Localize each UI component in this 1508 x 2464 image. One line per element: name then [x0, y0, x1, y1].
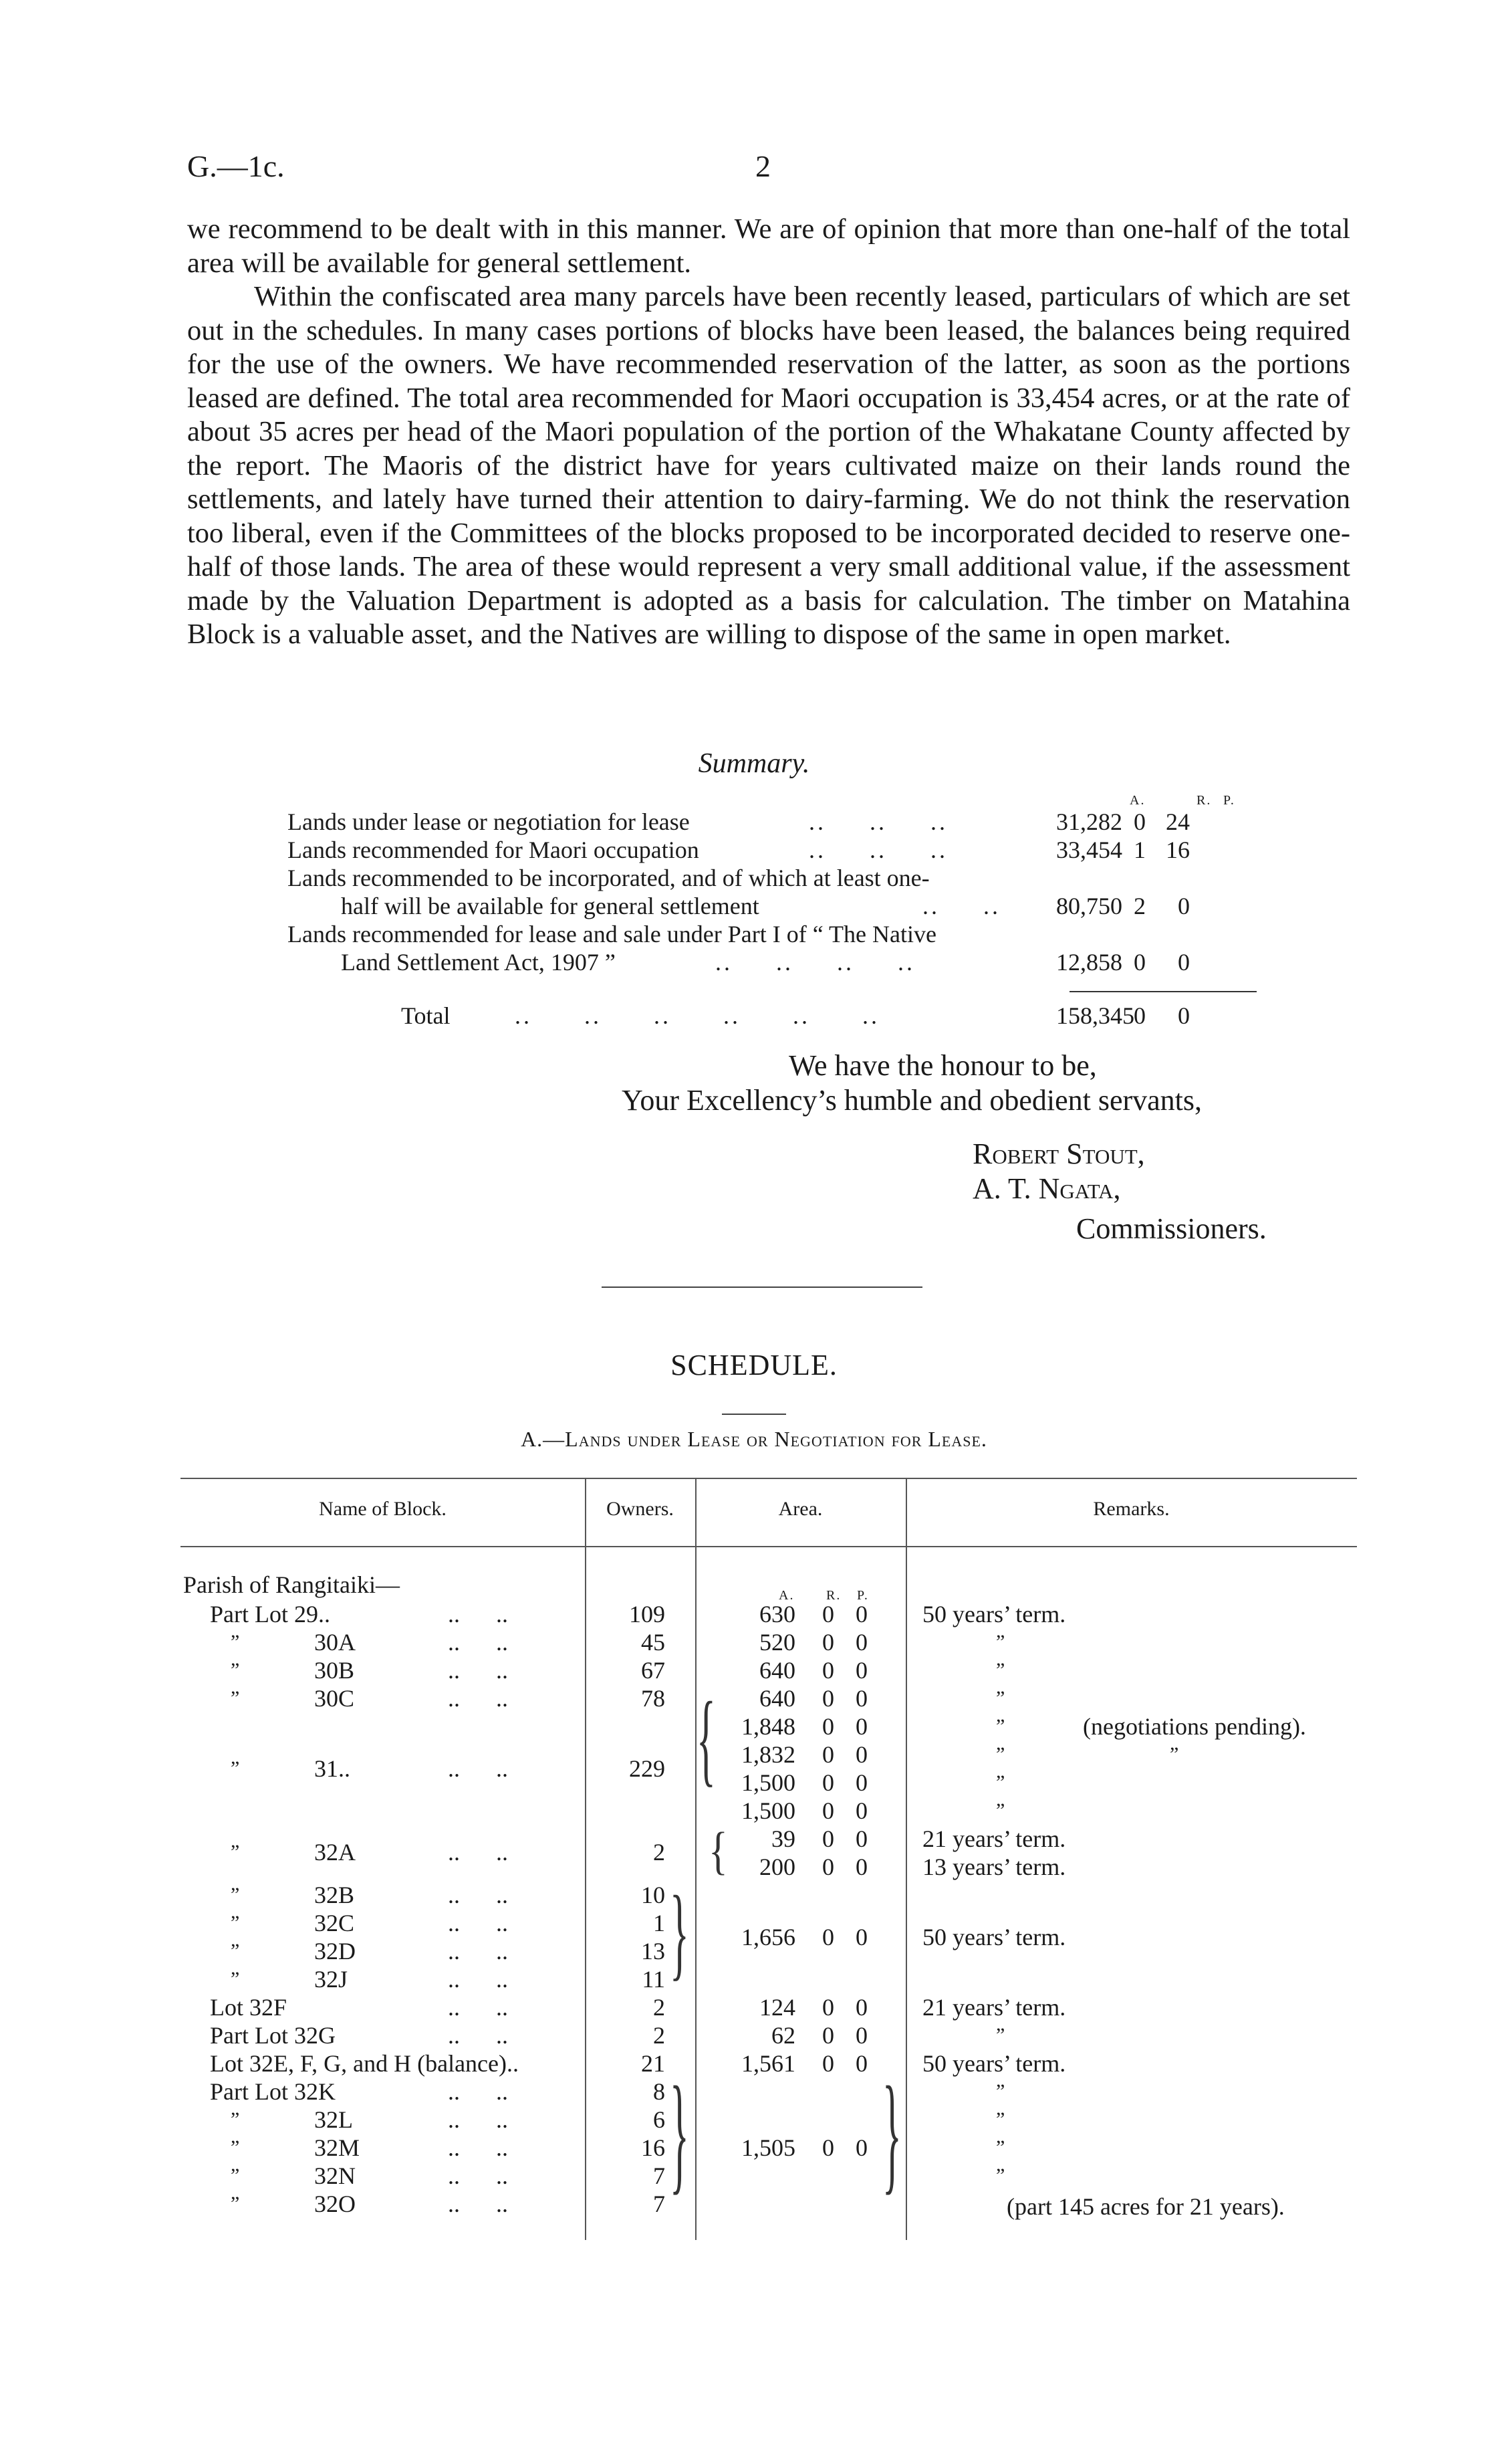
owners: 7 — [653, 2162, 665, 2189]
area-perches: 0 — [856, 1769, 868, 1796]
unit-acres: A. — [1130, 793, 1146, 808]
summary-heading: Summary. — [698, 748, 810, 779]
summary-label: Lands recommended to be incorporated, and of which at least one- — [287, 865, 930, 891]
remarks-note: (negotiations pending). — [1083, 1713, 1306, 1740]
remarks: 50 years’ term. — [922, 1924, 1066, 1950]
summary-roods: 2 — [1134, 893, 1146, 919]
area-acres: 39 — [771, 1825, 795, 1852]
owners: 13 — [641, 1938, 665, 1965]
owners: 6 — [653, 2106, 665, 2133]
ditto-mark: ” — [231, 2108, 240, 2130]
summary-row: Lands recommended to be incorporated, and of which at least one- half will be available for general settlement .. .. 80,750 2 0 — [287, 865, 1190, 919]
owners: 8 — [653, 2078, 665, 2105]
ditto-mark: ” — [231, 2136, 240, 2158]
section-divider — [602, 1286, 922, 1288]
summary-total-perches: 0 — [1178, 1002, 1190, 1029]
area-roods: 0 — [822, 1629, 834, 1656]
signatory: A. T. Ngata, — [973, 1172, 1121, 1205]
remarks: ” — [996, 1715, 1005, 1737]
owners: 16 — [641, 2134, 665, 2161]
block-name: 32B — [314, 1882, 355, 1908]
summary-roods: 0 — [1134, 808, 1146, 835]
remarks-note: (part 145 acres for 21 years). — [1007, 2193, 1285, 2220]
owners: 7 — [653, 2191, 665, 2217]
area-roods: 0 — [822, 2134, 834, 2161]
area-roods: 0 — [822, 1825, 834, 1852]
area-acres: 200 — [759, 1854, 795, 1880]
remarks: ” — [996, 1799, 1005, 1821]
owners: 21 — [641, 2050, 665, 2077]
summary-total-label: Total — [401, 1002, 451, 1029]
summary-label-continued: Land Settlement Act, 1907 ” — [341, 949, 616, 976]
area-acres: 640 — [759, 1657, 795, 1684]
column-header-remarks: Remarks. — [1093, 1498, 1170, 1520]
remarks: 21 years’ term. — [922, 1994, 1066, 2021]
area-roods: 0 — [822, 1994, 834, 2021]
owners: 45 — [641, 1629, 665, 1656]
area-acres: 1,500 — [741, 1797, 795, 1824]
area-acres: 520 — [759, 1629, 795, 1656]
summary-perches: 0 — [1178, 949, 1190, 976]
summary-row: Lands recommended for lease and sale under Part I of “ The Native Land Settlement Act, 1907 ” .. .. .. .. 12,858 0 0 — [287, 921, 1190, 976]
remarks: 13 years’ term. — [922, 1854, 1066, 1880]
summary-label-continued: half will be available for general settlement — [341, 893, 759, 919]
owners: 2 — [653, 1994, 665, 2021]
owners: 229 — [629, 1755, 665, 1782]
ditto-mark: ” — [231, 1757, 240, 1779]
summary-label: Lands recommended for Maori occupation — [287, 836, 699, 863]
block-name: 32J — [314, 1966, 348, 1993]
block-name: Part Lot 32G — [210, 2022, 336, 2049]
owners: 1 — [653, 1910, 665, 1936]
block-name: 32N — [314, 2162, 356, 2189]
remarks: 50 years’ term. — [922, 1601, 1066, 1628]
area-perches: 0 — [856, 1854, 868, 1880]
block-name: 32M — [314, 2134, 360, 2161]
unit-perches: P. — [1223, 793, 1235, 808]
summary-acres: 12,858 — [1056, 949, 1122, 976]
parish-label: Parish of Rangitaiki— — [183, 1571, 400, 1598]
document-reference: G.—1c. — [187, 149, 285, 183]
body-text — [187, 213, 1350, 652]
ditto-mark: ” — [231, 1631, 240, 1653]
area-perches: 0 — [856, 1741, 868, 1768]
area-perches: 0 — [856, 1685, 868, 1712]
remarks: ” — [996, 2136, 1005, 2158]
area-roods: 0 — [822, 1713, 834, 1740]
unit-acres: A. — [779, 1588, 795, 1603]
block-name: Lot 32F — [210, 1994, 287, 2021]
table-header-rule — [180, 1546, 1357, 1547]
area-acres: 1,561 — [741, 2050, 795, 2077]
table-top-rule — [180, 1478, 1357, 1479]
remarks: ” — [996, 1687, 1005, 1709]
table-caption: A.—Lands under Lease or Negotiation for Lease. — [521, 1427, 987, 1451]
area-acres: 1,500 — [741, 1769, 795, 1796]
summary-perches: 0 — [1178, 893, 1190, 919]
ditto-mark: ” — [231, 1841, 240, 1863]
ditto-mark: ” — [231, 1912, 240, 1934]
unit-perches: P. — [857, 1588, 869, 1603]
area-roods: 0 — [822, 1854, 834, 1880]
owners: 2 — [653, 1839, 665, 1866]
remarks: 21 years’ term. — [922, 1825, 1066, 1852]
schedule-title: SCHEDULE. — [670, 1349, 838, 1381]
ditto-mark: ” — [231, 1884, 240, 1906]
summary-acres: 33,454 — [1056, 836, 1122, 863]
remarks-note: ” — [1170, 1743, 1179, 1765]
summary-label: Lands recommended for lease and sale under Part I of “ The Native — [287, 921, 936, 947]
area-acres: 1,505 — [741, 2134, 795, 2161]
block-name: 30A — [314, 1629, 356, 1656]
summary-roods: 1 — [1134, 836, 1146, 863]
owners: 10 — [641, 1882, 665, 1908]
block-name: 31.. — [314, 1755, 350, 1782]
column-header-owners: Owners. — [606, 1498, 674, 1520]
column-rule — [906, 1478, 907, 2240]
block-name: Lot 32E, F, G, and H (balance).. — [210, 2050, 519, 2077]
area-acres: 630 — [759, 1601, 795, 1628]
area-roods: 0 — [822, 1924, 834, 1950]
column-header-name: Name of Block. — [319, 1498, 447, 1520]
summary-label: Lands under lease or negotiation for lease — [287, 808, 690, 835]
area-roods: 0 — [822, 1741, 834, 1768]
remarks: 50 years’ term. — [922, 2050, 1066, 2077]
summary-total-acres: 158,345 — [1056, 1002, 1134, 1029]
column-header-area: Area. — [778, 1498, 823, 1520]
remarks: ” — [996, 2080, 1005, 2102]
summary-acres: 31,282 — [1056, 808, 1122, 835]
block-name: 32O — [314, 2191, 356, 2217]
owners: 2 — [653, 2022, 665, 2049]
remarks: ” — [996, 1743, 1005, 1765]
ditto-mark: ” — [231, 1659, 240, 1681]
remarks: ” — [996, 1659, 1005, 1681]
area-perches: 0 — [856, 1629, 868, 1656]
area-perches: 0 — [856, 1825, 868, 1852]
area-acres: 1,848 — [741, 1713, 795, 1740]
area-acres: 1,832 — [741, 1741, 795, 1768]
area-acres: 124 — [759, 1994, 795, 2021]
owners: 67 — [641, 1657, 665, 1684]
area-roods: 0 — [822, 2022, 834, 2049]
area-acres: 1,656 — [741, 1924, 795, 1950]
summary-perches: 16 — [1166, 836, 1190, 863]
unit-roods: R. — [826, 1588, 842, 1603]
summary-perches: 24 — [1166, 808, 1190, 835]
block-name: 30B — [314, 1657, 355, 1684]
area-perches: 0 — [856, 1657, 868, 1684]
block-name: Part Lot 32K — [210, 2078, 336, 2105]
area-perches: 0 — [856, 2134, 868, 2161]
ditto-mark: ” — [231, 1968, 240, 1990]
column-rule — [695, 1478, 697, 2240]
area-perches: 0 — [856, 1713, 868, 1740]
schedule-table: Name of Block. Owners. Area. Remarks. Parish of Rangitaiki— A. R. P. Part Lot 29.. .. .. 109 630 0 0 50 years’ term. ” 30A .. .. 45 520 0 0 ” ” 30B .. .. 67 640 0 0 ” ” 30C .. .. 78 640 0 0 ” ” 31.. .. .. 229 { 1,848 0 0 ” (negotiations pending). 1,832 0 0 ” ” 1,500 0 0 ” 1,500 0 0 ” ” 32A .. .. 2 { 39 0 0 21 years’ term. 200 0 0 13 years’ term. ” 32B .. .. 10 ” 32C .. .. 1 ” 32D .. .. 13 ” 32J .. .. 11 } 1,656 0 0 50 years’ term. Lot 32F .. .. 2 124 0 0 21 years’ term. Part Lot 32G .. .. 2 62 0 0 ” Lot 32E, F, G, and H (balance).. 21 1,561 0 0 50 years’ term. Part Lot 32K .. .. 8 ” ” 32L .. .. 6 ” ” 32M .. .. 16 ” ” 32N .. .. 7 ” ” 32O .. .. 7 } 1,505 0 0 } (part 145 acres for 21 years). — [180, 1471, 1357, 2293]
summary-acres: 80,750 — [1056, 893, 1122, 919]
ditto-mark: ” — [231, 2164, 240, 2187]
ditto-mark: ” — [231, 1687, 240, 1709]
paragraph: Within the confiscated area many parcels have been recently leased, particulars of which are set out in the schedules. In many cases portions of blocks have been leased, the balances being required for the use of the owners. We have recommended reservation of the latter, as soon as the portions leased are defined. The total area recommended for Maori occupation is 33,454 acres, or at the rate of about 35 acres per head of the Maori population of the portion of the Whakatane County affected by the report. The Maoris of the district have for years cultivated maize on their lands round the settlements, and lately have turned their attention to dairy-farming. We do not think the reservation too liberal, even if the Committees of the blocks proposed to be incorporated decided to reserve one-half of those lands. The area of these would represent a very small additional value, if the assessment made by the Valuation Department is adopted as a basis for calculation. The timber on Matahina Block is a valuable asset, and the Natives are willing to dispose of the same in open market. — [187, 281, 1350, 650]
area-roods: 0 — [822, 1769, 834, 1796]
remarks: ” — [996, 2108, 1005, 2130]
page-header — [187, 148, 1350, 189]
area-roods: 0 — [822, 1797, 834, 1824]
block-name: 30C — [314, 1685, 355, 1712]
owners: 109 — [629, 1601, 665, 1628]
unit-roods: R. — [1197, 793, 1212, 808]
area-perches: 0 — [856, 1924, 868, 1950]
paragraph: we recommend to be dealt with in this manner. We are of opinion that more than one-half of the total area will be available for general settlement. — [187, 213, 1350, 279]
area-perches: 0 — [856, 2022, 868, 2049]
summary-total-roods: 0 — [1134, 1002, 1146, 1029]
signatory-role: Commissioners. — [1076, 1212, 1267, 1245]
signatory: Robert Stout, — [973, 1137, 1145, 1170]
area-perches: 0 — [856, 1601, 868, 1628]
title-rule — [722, 1414, 786, 1415]
area-perches: 0 — [856, 1994, 868, 2021]
summary-roods: 0 — [1134, 949, 1146, 976]
remarks: ” — [996, 1631, 1005, 1653]
block-name: Part Lot 29.. — [210, 1601, 330, 1628]
column-rule — [585, 1478, 586, 2240]
area-acres: 62 — [771, 2022, 795, 2049]
summary-total-rule — [1070, 991, 1257, 992]
area-acres: 640 — [759, 1685, 795, 1712]
area-roods: 0 — [822, 1657, 834, 1684]
page-number: 2 — [755, 149, 771, 183]
block-name: 32A — [314, 1839, 356, 1866]
remarks: ” — [996, 2164, 1005, 2187]
area-perches: 0 — [856, 1797, 868, 1824]
area-roods: 0 — [822, 1601, 834, 1628]
block-name: 32L — [314, 2106, 353, 2133]
owners: 11 — [642, 1966, 665, 1993]
block-name: 32D — [314, 1938, 356, 1965]
block-name: 32C — [314, 1910, 355, 1936]
area-roods: 0 — [822, 1685, 834, 1712]
closing-line: We have the honour to be, — [789, 1049, 1097, 1082]
remarks: ” — [996, 1771, 1005, 1793]
area-perches: 0 — [856, 2050, 868, 2077]
remarks: ” — [996, 2024, 1005, 2046]
owners: 78 — [641, 1685, 665, 1712]
ditto-mark: ” — [231, 1940, 240, 1962]
closing-line: Your Excellency’s humble and obedient servants, — [622, 1084, 1203, 1117]
ditto-mark: ” — [231, 2193, 240, 2215]
area-roods: 0 — [822, 2050, 834, 2077]
